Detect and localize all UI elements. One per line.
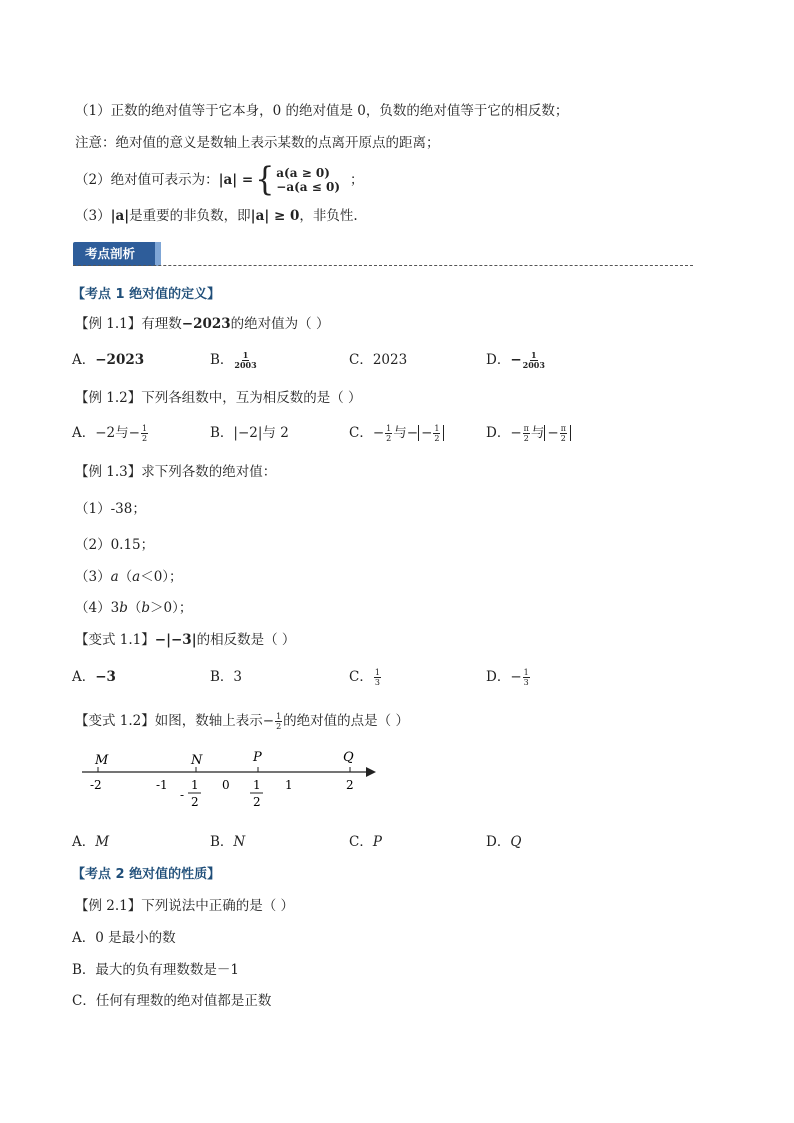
- ex12-c-den: 2: [386, 434, 392, 443]
- note-3-suffix: ；: [350, 172, 364, 188]
- point-label-q: Q: [343, 750, 354, 765]
- ex21-option-c[interactable]: C．任何有理数的绝对值都是正数: [72, 993, 272, 1009]
- ex12-d-den: 2: [523, 434, 529, 443]
- v11-d-num: 1: [523, 668, 529, 677]
- note-2: 注意：绝对值的意义是数轴上表示某数的点离开原点的距离；: [75, 135, 440, 151]
- v12-c-label: C．: [349, 834, 373, 850]
- case-1: a(a ≥ 0): [276, 166, 330, 180]
- v11-a-label: A．: [72, 669, 96, 685]
- case-2: −a(a ≤ 0): [276, 180, 341, 194]
- ex12-c-den-2: 2: [434, 434, 440, 443]
- v11-q-prefix: 【变式 1.1】: [75, 632, 155, 648]
- v11-c-den: 3: [374, 678, 380, 687]
- ex12-d-sign-2: −: [547, 425, 559, 441]
- ex12-c-label: C．: [349, 425, 373, 441]
- v11-a-value: −3: [95, 669, 116, 685]
- kd2-title: 【考点 2 绝对值的性质】: [72, 867, 221, 882]
- ex13-i4-pre: （4）3: [75, 600, 120, 616]
- note-1: （1）正数的绝对值等于它本身，0 的绝对值是 0，负数的绝对值等于它的相反数；: [75, 103, 569, 119]
- ex12-d-sign: −: [510, 425, 522, 441]
- ex12-a-left: −2与−: [95, 425, 140, 441]
- ex12-a-label: A．: [72, 425, 96, 441]
- v12-a-label: A．: [72, 834, 96, 850]
- section-banner: 考点剖析: [73, 242, 155, 266]
- v11-c-num: 1: [374, 668, 380, 677]
- ex12-d-den-2: 2: [560, 434, 566, 443]
- note-4-expr: |a| ≥ 0: [250, 208, 300, 224]
- ex11-q-suffix: 的绝对值为（ ）: [230, 316, 330, 332]
- ex11-q-prefix: 【例 1.1】有理数: [75, 316, 182, 332]
- v12-q-suffix: 的绝对值的点是（ ）: [283, 713, 409, 729]
- ex13-i4-b2: b: [141, 600, 150, 616]
- tick-label-neg1: -1: [156, 778, 168, 792]
- v11-c-label: C．: [349, 669, 373, 685]
- frac-n-den: 2: [191, 795, 199, 809]
- ex21-option-a[interactable]: A．0 是最小的数: [72, 930, 176, 946]
- ex12-c-sign: −: [372, 425, 385, 441]
- ex13-i4-b: b: [119, 600, 128, 616]
- v11-option-b[interactable]: B．3: [210, 669, 243, 685]
- ex13-item-1: （1）-38；: [75, 501, 146, 517]
- ex12-c-num: 1: [386, 424, 392, 433]
- v12-b-label: B．: [210, 834, 234, 850]
- ex21-option-b[interactable]: B．最大的负有理数数是－1: [72, 962, 240, 978]
- ex11-d-den: 2003: [522, 360, 545, 370]
- v12-option-d[interactable]: [486, 832, 521, 852]
- ex11-b-den: 2003: [234, 360, 257, 370]
- v12-option-a[interactable]: [72, 832, 109, 852]
- note-4-abs: |a|: [110, 208, 130, 224]
- number-line-arrow: [366, 767, 376, 777]
- v12-d-label: D．: [486, 834, 511, 850]
- note-4-suffix: ，非负性.: [299, 208, 358, 224]
- brace-symbol: {: [255, 160, 275, 199]
- v11-d-label: D．: [486, 669, 511, 685]
- ex13-i4-post: ＞0）；: [150, 600, 193, 616]
- v11-d-sign: −: [510, 669, 522, 685]
- ex11-d-num: 1: [530, 350, 537, 360]
- ex11-d-sign: −: [510, 352, 522, 368]
- v12-q-sign: −: [262, 713, 275, 729]
- ex12-b-expr: |−2|与 2: [233, 425, 289, 441]
- frac-neg-sign: -: [180, 788, 185, 802]
- ex12-d-mid: 与: [530, 425, 545, 441]
- ex13-i3-a: a: [110, 569, 119, 585]
- v12-c-value: P: [372, 834, 382, 850]
- ex12-a-den: 2: [141, 434, 148, 443]
- frac-p-num: 1: [253, 778, 261, 792]
- ex13-item-2: （2）0.15；: [75, 537, 155, 553]
- ex11-a-label: A．: [72, 352, 96, 368]
- note-3-prefix: （2）绝对值可表示为：: [75, 172, 219, 188]
- ex11-b-label: B．: [210, 352, 234, 368]
- ex11-a-value: −2023: [95, 352, 145, 368]
- ex13-i3-a2: a: [132, 569, 141, 585]
- ex13-i3-mid: （: [118, 569, 133, 585]
- kd1-title: 【考点 1 绝对值的定义】: [72, 287, 221, 302]
- point-label-m: M: [95, 753, 109, 768]
- tick-label-1: 1: [285, 778, 293, 792]
- note-4-mid: 是重要的非负数，即: [129, 208, 251, 224]
- v12-q-num: 1: [276, 712, 282, 721]
- v12-b-value: N: [233, 834, 246, 850]
- v12-option-b[interactable]: [210, 832, 245, 852]
- v12-d-value: Q: [510, 834, 522, 850]
- ex11-option-c[interactable]: C．2023: [349, 352, 408, 368]
- ex11-b-num: 1: [242, 350, 249, 360]
- frac-p-den: 2: [253, 795, 261, 809]
- v12-option-c[interactable]: [349, 832, 382, 852]
- v11-q-suffix: 的相反数是（ ）: [196, 632, 296, 648]
- v12-q-den: 2: [276, 722, 282, 731]
- ex21-question: 【例 2.1】下列说法中正确的是（ ）: [75, 898, 295, 914]
- ex12-c-mid: 与−: [393, 425, 419, 441]
- ex13-question: 【例 1.3】求下列各数的绝对值：: [75, 464, 277, 480]
- ex12-d-num: π: [523, 424, 529, 433]
- frac-n-num: 1: [191, 778, 199, 792]
- v12-a-value: M: [95, 834, 110, 850]
- ex12-d-num-2: π: [560, 424, 566, 433]
- ex11-q-num: −2023: [181, 316, 231, 332]
- v12-q-prefix: 【变式 1.2】如图，数轴上表示: [75, 713, 263, 729]
- ex13-i4-mid: （: [127, 600, 142, 616]
- ex12-d-label: D．: [486, 425, 511, 441]
- ex13-i3-pre: （3）: [75, 569, 111, 585]
- ex12-question: 【例 1.2】下列各组数中，互为相反数的是（ ）: [75, 390, 362, 406]
- tick-label-2: 2: [346, 778, 354, 792]
- note-3-lhs: |a| =: [218, 172, 254, 188]
- ex13-i3-post: ＜0）；: [140, 569, 183, 585]
- ex12-a-num: 1: [141, 424, 148, 433]
- tick-label-0: 0: [222, 778, 230, 792]
- note-4-prefix: （3）: [75, 208, 111, 224]
- point-label-n: N: [191, 753, 203, 768]
- v11-q-expr: −|−3|: [154, 632, 197, 648]
- ex12-c-num-2: 1: [434, 424, 440, 433]
- ex12-c-sign-2: −: [421, 425, 433, 441]
- tick-label-neg2: -2: [90, 778, 102, 792]
- ex11-d-label: D．: [486, 352, 511, 368]
- ex12-b-label: B．: [210, 425, 234, 441]
- point-label-p: P: [253, 750, 262, 765]
- v11-d-den: 3: [523, 678, 529, 687]
